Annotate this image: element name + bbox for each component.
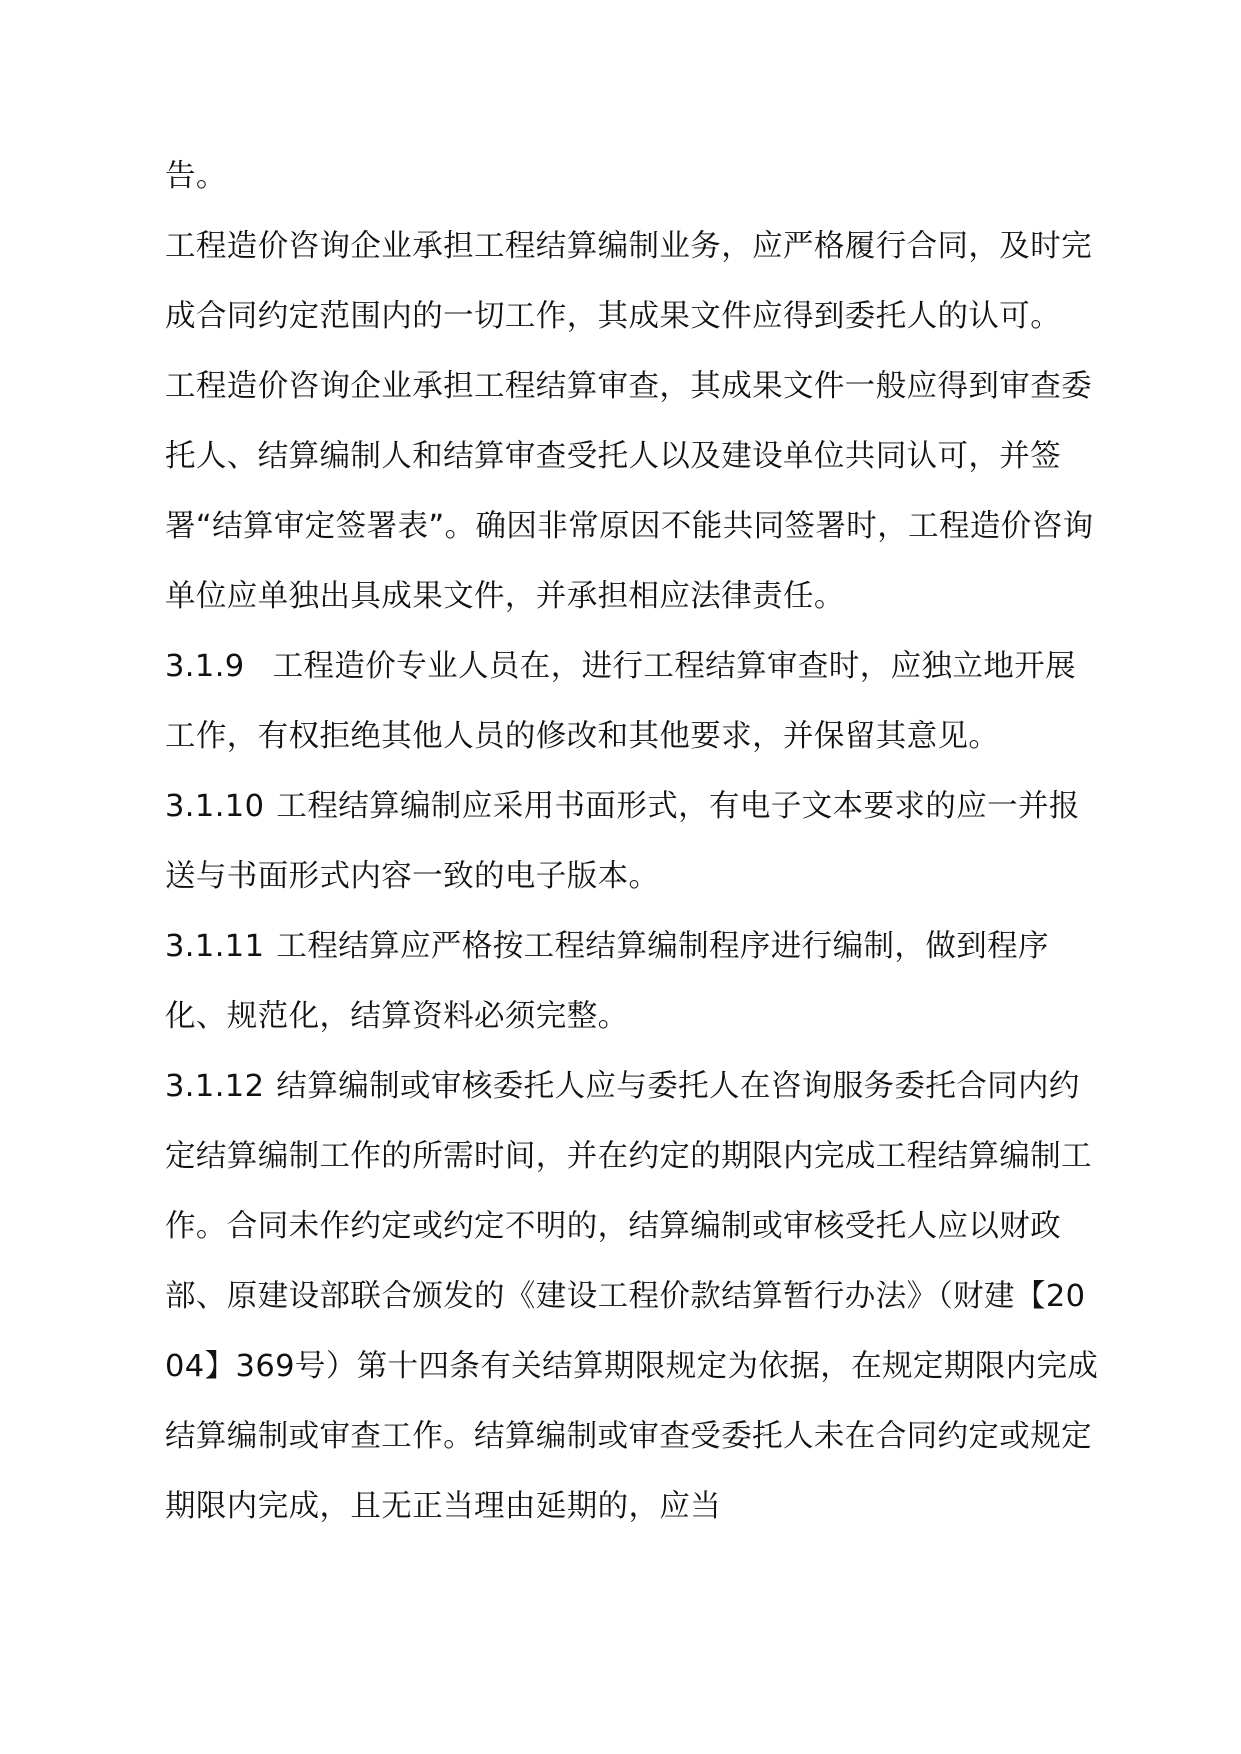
clause-number: 3.1.10 bbox=[165, 789, 265, 824]
paragraph-settlement-compilation bbox=[165, 212, 1100, 352]
paragraph-text: 告。 bbox=[165, 159, 227, 194]
clause-number: 3.1.11 bbox=[165, 929, 265, 964]
paragraph-continuation bbox=[165, 142, 1100, 212]
clause-text: 工程结算编制应采用书面形式，有电子文本要求的应一并报送与书面形式内容一致的电子版本。 bbox=[165, 789, 1080, 894]
clause-number: 3.1.9 bbox=[165, 649, 245, 684]
clause-text: 工程结算应严格按工程结算编制程序进行编制，做到程序化、规范化，结算资料必须完整。 bbox=[165, 929, 1049, 1034]
document-body bbox=[165, 142, 1100, 1542]
paragraph-settlement-review bbox=[165, 352, 1100, 632]
clause-text: 结算编制或审核委托人应与委托人在咨询服务委托合同内约定结算编制工作的所需时间，并在约定的期限内完成工程结算编制工作。合同未作约定或约定不明的，结算编制或审核受托人应以财政部、原建设部联合颁发的《建设工程价款结算暂行办法》（财建【2004】369号）第十四条有关结算期限规定为依据，在规定期限内完成结算编制或审查工作。结算编制或审查受委托人未在合同约定或规定期限内完成，且无正当理由延期的，应当 bbox=[165, 1069, 1099, 1524]
clause-text: 工程造价专业人员在，进行工程结算审查时，应独立地开展工作，有权拒绝其他人员的修改和其他要求，并保留其意见。 bbox=[165, 649, 1077, 754]
clause-3-1-10 bbox=[165, 772, 1100, 912]
clause-3-1-9 bbox=[165, 632, 1100, 772]
clause-3-1-12 bbox=[165, 1052, 1100, 1542]
clause-number: 3.1.12 bbox=[165, 1069, 265, 1104]
paragraph-text: 工程造价咨询企业承担工程结算编制业务，应严格履行合同，及时完成合同约定范围内的一切工作，其成果文件应得到委托人的认可。 bbox=[165, 229, 1092, 334]
paragraph-text: 工程造价咨询企业承担工程结算审查，其成果文件一般应得到审查委托人、结算编制人和结算审查受托人以及建设单位共同认可，并签署“结算审定签署表”。确因非常原因不能共同签署时，工程造价咨询单位应单独出具成果文件，并承担相应法律责任。 bbox=[165, 369, 1094, 614]
clause-3-1-11 bbox=[165, 912, 1100, 1052]
